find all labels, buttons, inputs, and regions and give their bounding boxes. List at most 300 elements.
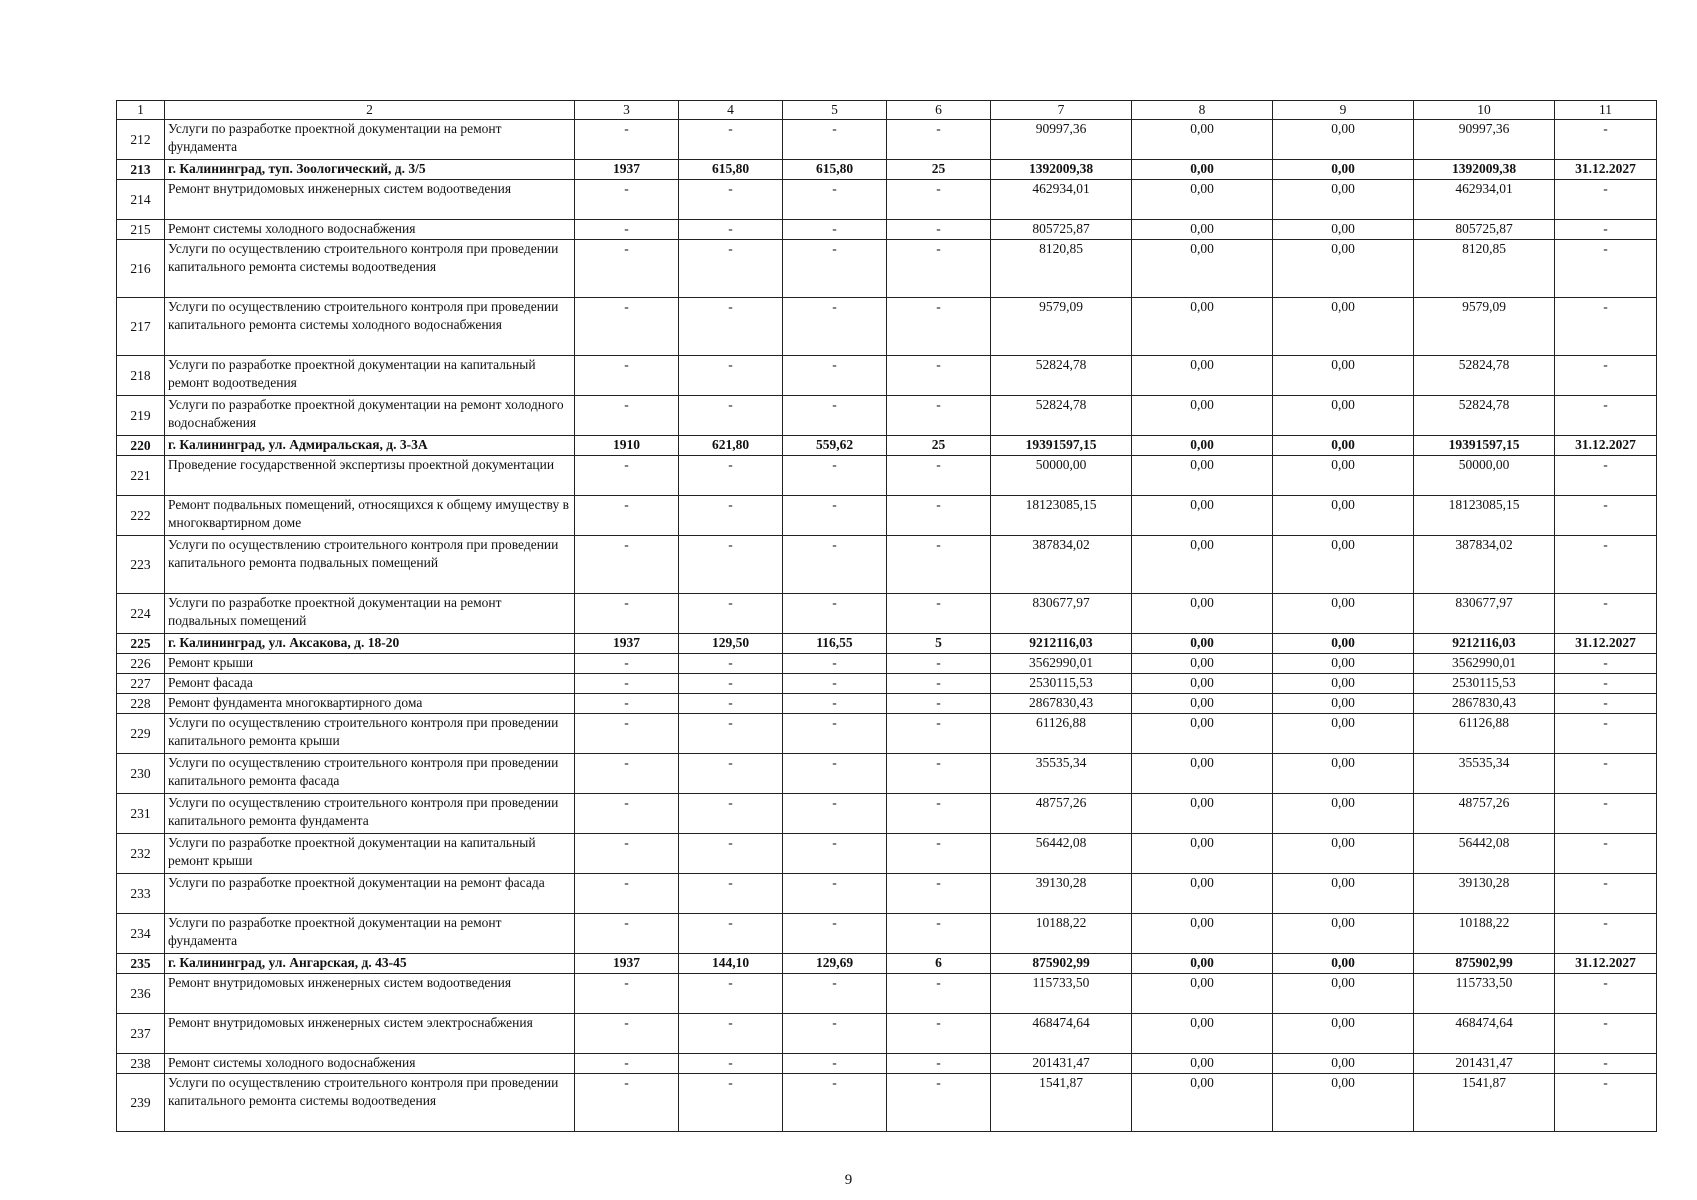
area-total-cell: - (679, 120, 783, 160)
year-cell: - (575, 240, 679, 298)
area-living-cell: - (783, 240, 887, 298)
deadline-cell: - (1555, 1054, 1657, 1074)
year-cell: 1937 (575, 954, 679, 974)
fund-2-cell: 0,00 (1273, 240, 1414, 298)
deadline-cell: - (1555, 456, 1657, 496)
fund-2-cell: 0,00 (1273, 356, 1414, 396)
total-cost-cell: 56442,08 (991, 834, 1132, 874)
residents-cell: 6 (887, 954, 991, 974)
year-cell: - (575, 120, 679, 160)
fund-2-cell: 0,00 (1273, 874, 1414, 914)
description-cell: Услуги по осуществлению строительного контроля при проведении капитального ремонта крыши (165, 714, 575, 754)
total-cost-cell: 201431,47 (991, 1054, 1132, 1074)
year-cell: - (575, 974, 679, 1014)
fund-1-cell: 0,00 (1132, 220, 1273, 240)
area-total-cell: - (679, 794, 783, 834)
header-cell: 10 (1414, 101, 1555, 120)
area-living-cell: 559,62 (783, 436, 887, 456)
year-cell: - (575, 180, 679, 220)
row-number-cell: 228 (117, 694, 165, 714)
area-total-cell: - (679, 220, 783, 240)
area-total-cell: - (679, 180, 783, 220)
year-cell: - (575, 694, 679, 714)
fund-1-cell: 0,00 (1132, 536, 1273, 594)
area-living-cell: 129,69 (783, 954, 887, 974)
table-row (117, 754, 1657, 794)
column-number-header (117, 101, 1657, 120)
area-living-cell: - (783, 694, 887, 714)
fund-1-cell: 0,00 (1132, 396, 1273, 436)
description-cell: Услуги по осуществлению строительного контроля при проведении капитального ремонта системы водоотведения (165, 240, 575, 298)
area-total-cell: - (679, 674, 783, 694)
year-cell: - (575, 714, 679, 754)
description-cell: Проведение государственной экспертизы проектной документации (165, 456, 575, 496)
description-cell: Услуги по осуществлению строительного контроля при проведении капитального ремонта фасада (165, 754, 575, 794)
total-cost-cell: 805725,87 (991, 220, 1132, 240)
area-total-cell: - (679, 694, 783, 714)
year-cell: 1910 (575, 436, 679, 456)
year-cell: - (575, 594, 679, 634)
deadline-cell: - (1555, 180, 1657, 220)
total-cost-cell: 18123085,15 (991, 496, 1132, 536)
fund-3-cell: 56442,08 (1414, 834, 1555, 874)
description-cell: Ремонт внутридомовых инженерных систем водоотведения (165, 974, 575, 1014)
fund-2-cell: 0,00 (1273, 1074, 1414, 1132)
description-cell: Ремонт фундамента многоквартирного дома (165, 694, 575, 714)
fund-1-cell: 0,00 (1132, 974, 1273, 1014)
area-total-cell: - (679, 1074, 783, 1132)
deadline-cell: - (1555, 1014, 1657, 1054)
fund-1-cell: 0,00 (1132, 654, 1273, 674)
description-cell: Ремонт системы холодного водоснабжения (165, 220, 575, 240)
fund-1-cell: 0,00 (1132, 674, 1273, 694)
table-row (117, 694, 1657, 714)
fund-2-cell: 0,00 (1273, 180, 1414, 220)
total-cost-cell: 9212116,03 (991, 634, 1132, 654)
table-row (117, 220, 1657, 240)
fund-2-cell: 0,00 (1273, 954, 1414, 974)
total-cost-cell: 468474,64 (991, 1014, 1132, 1054)
year-cell: - (575, 914, 679, 954)
year-cell: - (575, 220, 679, 240)
deadline-cell: - (1555, 396, 1657, 436)
total-cost-cell: 1541,87 (991, 1074, 1132, 1132)
fund-3-cell: 805725,87 (1414, 220, 1555, 240)
area-living-cell: - (783, 180, 887, 220)
area-total-cell: - (679, 396, 783, 436)
deadline-cell: - (1555, 240, 1657, 298)
total-cost-cell: 2530115,53 (991, 674, 1132, 694)
header-cell: 4 (679, 101, 783, 120)
fund-1-cell: 0,00 (1132, 714, 1273, 754)
table-row (117, 1014, 1657, 1054)
row-number-cell: 218 (117, 356, 165, 396)
residents-cell: - (887, 794, 991, 834)
residents-cell: - (887, 1054, 991, 1074)
row-number-cell: 214 (117, 180, 165, 220)
area-living-cell: 116,55 (783, 634, 887, 654)
fund-1-cell: 0,00 (1132, 634, 1273, 654)
area-living-cell: - (783, 1054, 887, 1074)
fund-2-cell: 0,00 (1273, 714, 1414, 754)
fund-2-cell: 0,00 (1273, 834, 1414, 874)
deadline-cell: - (1555, 834, 1657, 874)
fund-1-cell: 0,00 (1132, 160, 1273, 180)
table-row (117, 674, 1657, 694)
fund-3-cell: 468474,64 (1414, 1014, 1555, 1054)
header-cell: 9 (1273, 101, 1414, 120)
table-row (117, 914, 1657, 954)
row-number-cell: 237 (117, 1014, 165, 1054)
area-living-cell: - (783, 396, 887, 436)
total-cost-cell: 35535,34 (991, 754, 1132, 794)
table-row (117, 1074, 1657, 1132)
fund-2-cell: 0,00 (1273, 456, 1414, 496)
fund-3-cell: 1392009,38 (1414, 160, 1555, 180)
deadline-cell: - (1555, 356, 1657, 396)
deadline-cell: 31.12.2027 (1555, 160, 1657, 180)
deadline-cell: - (1555, 914, 1657, 954)
table-row (117, 396, 1657, 436)
residents-cell: - (887, 914, 991, 954)
residents-cell: - (887, 1074, 991, 1132)
description-cell: Ремонт подвальных помещений, относящихся к общему имуществу в многоквартирном доме (165, 496, 575, 536)
row-number-cell: 235 (117, 954, 165, 974)
deadline-cell: - (1555, 674, 1657, 694)
residents-cell: - (887, 674, 991, 694)
row-number-cell: 233 (117, 874, 165, 914)
fund-3-cell: 61126,88 (1414, 714, 1555, 754)
table-row (117, 298, 1657, 356)
year-cell: - (575, 674, 679, 694)
table-row (117, 456, 1657, 496)
residents-cell: - (887, 594, 991, 634)
residents-cell: - (887, 220, 991, 240)
total-cost-cell: 90997,36 (991, 120, 1132, 160)
fund-1-cell: 0,00 (1132, 436, 1273, 456)
table-row (117, 654, 1657, 674)
header-cell: 1 (117, 101, 165, 120)
fund-2-cell: 0,00 (1273, 160, 1414, 180)
area-living-cell: - (783, 834, 887, 874)
fund-3-cell: 90997,36 (1414, 120, 1555, 160)
fund-3-cell: 50000,00 (1414, 456, 1555, 496)
row-number-cell: 215 (117, 220, 165, 240)
fund-3-cell: 35535,34 (1414, 754, 1555, 794)
table-row (117, 874, 1657, 914)
description-cell: Ремонт крыши (165, 654, 575, 674)
row-number-cell: 217 (117, 298, 165, 356)
row-number-cell: 239 (117, 1074, 165, 1132)
deadline-cell: 31.12.2027 (1555, 634, 1657, 654)
area-total-cell: 621,80 (679, 436, 783, 456)
residents-cell: - (887, 654, 991, 674)
total-cost-cell: 9579,09 (991, 298, 1132, 356)
total-cost-cell: 115733,50 (991, 974, 1132, 1014)
fund-2-cell: 0,00 (1273, 794, 1414, 834)
residents-cell: - (887, 714, 991, 754)
deadline-cell: - (1555, 754, 1657, 794)
table-row (117, 356, 1657, 396)
table-row (117, 594, 1657, 634)
fund-2-cell: 0,00 (1273, 120, 1414, 160)
fund-2-cell: 0,00 (1273, 496, 1414, 536)
fund-3-cell: 52824,78 (1414, 396, 1555, 436)
total-cost-cell: 50000,00 (991, 456, 1132, 496)
description-cell: Услуги по разработке проектной документации на капитальный ремонт крыши (165, 834, 575, 874)
residents-cell: 5 (887, 634, 991, 654)
area-living-cell: - (783, 654, 887, 674)
row-number-cell: 219 (117, 396, 165, 436)
deadline-cell: - (1555, 874, 1657, 914)
total-cost-cell: 10188,22 (991, 914, 1132, 954)
deadline-cell: - (1555, 794, 1657, 834)
fund-3-cell: 8120,85 (1414, 240, 1555, 298)
area-living-cell: - (783, 536, 887, 594)
residents-cell: - (887, 120, 991, 160)
total-cost-cell: 52824,78 (991, 396, 1132, 436)
row-number-cell: 216 (117, 240, 165, 298)
fund-3-cell: 115733,50 (1414, 974, 1555, 1014)
fund-2-cell: 0,00 (1273, 674, 1414, 694)
area-living-cell: - (783, 754, 887, 794)
description-cell: Услуги по осуществлению строительного контроля при проведении капитального ремонта системы водоотведения (165, 1074, 575, 1132)
area-living-cell: - (783, 594, 887, 634)
description-cell: г. Калининград, ул. Аксакова, д. 18-20 (165, 634, 575, 654)
area-total-cell: - (679, 298, 783, 356)
fund-1-cell: 0,00 (1132, 954, 1273, 974)
fund-1-cell: 0,00 (1132, 1054, 1273, 1074)
deadline-cell: - (1555, 594, 1657, 634)
total-cost-cell: 3562990,01 (991, 654, 1132, 674)
residents-cell: - (887, 396, 991, 436)
area-living-cell: - (783, 714, 887, 754)
deadline-cell: - (1555, 496, 1657, 536)
deadline-cell: - (1555, 1074, 1657, 1132)
fund-3-cell: 2530115,53 (1414, 674, 1555, 694)
fund-3-cell: 2867830,43 (1414, 694, 1555, 714)
total-cost-cell: 2867830,43 (991, 694, 1132, 714)
row-number-cell: 223 (117, 536, 165, 594)
area-living-cell: - (783, 356, 887, 396)
table-body (117, 101, 1657, 1132)
fund-2-cell: 0,00 (1273, 654, 1414, 674)
fund-2-cell: 0,00 (1273, 914, 1414, 954)
description-cell: Услуги по разработке проектной документации на ремонт подвальных помещений (165, 594, 575, 634)
total-cost-cell: 8120,85 (991, 240, 1132, 298)
deadline-cell: - (1555, 120, 1657, 160)
fund-3-cell: 9579,09 (1414, 298, 1555, 356)
row-number-cell: 236 (117, 974, 165, 1014)
table-row (117, 794, 1657, 834)
total-cost-cell: 61126,88 (991, 714, 1132, 754)
row-number-cell: 226 (117, 654, 165, 674)
year-cell: - (575, 834, 679, 874)
table-row (117, 1054, 1657, 1074)
area-living-cell: - (783, 874, 887, 914)
header-cell: 8 (1132, 101, 1273, 120)
page-number: 9 (844, 1172, 853, 1188)
fund-2-cell: 0,00 (1273, 694, 1414, 714)
fund-2-cell: 0,00 (1273, 396, 1414, 436)
fund-1-cell: 0,00 (1132, 1014, 1273, 1054)
total-cost-cell: 830677,97 (991, 594, 1132, 634)
area-total-cell: - (679, 974, 783, 1014)
residents-cell: - (887, 834, 991, 874)
table-row (117, 240, 1657, 298)
fund-2-cell: 0,00 (1273, 1014, 1414, 1054)
area-total-cell: - (679, 654, 783, 674)
fund-1-cell: 0,00 (1132, 754, 1273, 794)
row-number-cell: 227 (117, 674, 165, 694)
area-total-cell: - (679, 1014, 783, 1054)
area-total-cell: - (679, 594, 783, 634)
row-number-cell: 220 (117, 436, 165, 456)
fund-2-cell: 0,00 (1273, 974, 1414, 1014)
fund-2-cell: 0,00 (1273, 220, 1414, 240)
fund-3-cell: 1541,87 (1414, 1074, 1555, 1132)
area-living-cell: - (783, 496, 887, 536)
description-cell: Услуги по разработке проектной документации на капитальный ремонт водоотведения (165, 356, 575, 396)
description-cell: Ремонт системы холодного водоснабжения (165, 1054, 575, 1074)
area-living-cell: - (783, 914, 887, 954)
fund-3-cell: 830677,97 (1414, 594, 1555, 634)
description-cell: Услуги по осуществлению строительного контроля при проведении капитального ремонта системы холодного водоснабжения (165, 298, 575, 356)
fund-2-cell: 0,00 (1273, 1054, 1414, 1074)
total-cost-cell: 1392009,38 (991, 160, 1132, 180)
fund-1-cell: 0,00 (1132, 914, 1273, 954)
description-cell: Ремонт внутридомовых инженерных систем водоотведения (165, 180, 575, 220)
description-cell: Услуги по осуществлению строительного контроля при проведении капитального ремонта подвальных помещений (165, 536, 575, 594)
year-cell: - (575, 1014, 679, 1054)
area-total-cell: 615,80 (679, 160, 783, 180)
deadline-cell: - (1555, 298, 1657, 356)
fund-1-cell: 0,00 (1132, 180, 1273, 220)
total-cost-cell: 39130,28 (991, 874, 1132, 914)
area-living-cell: - (783, 794, 887, 834)
year-cell: - (575, 1074, 679, 1132)
row-number-cell: 224 (117, 594, 165, 634)
residents-cell: - (887, 694, 991, 714)
fund-3-cell: 875902,99 (1414, 954, 1555, 974)
fund-2-cell: 0,00 (1273, 754, 1414, 794)
year-cell: 1937 (575, 634, 679, 654)
table-row (117, 974, 1657, 1014)
year-cell: - (575, 754, 679, 794)
row-number-cell: 229 (117, 714, 165, 754)
year-cell: - (575, 298, 679, 356)
area-total-cell: - (679, 496, 783, 536)
table-row (117, 834, 1657, 874)
row-number-cell: 212 (117, 120, 165, 160)
fund-1-cell: 0,00 (1132, 1074, 1273, 1132)
deadline-cell: 31.12.2027 (1555, 954, 1657, 974)
fund-1-cell: 0,00 (1132, 456, 1273, 496)
row-number-cell: 213 (117, 160, 165, 180)
fund-3-cell: 3562990,01 (1414, 654, 1555, 674)
area-living-cell: - (783, 1014, 887, 1054)
description-cell: Услуги по осуществлению строительного контроля при проведении капитального ремонта фундамента (165, 794, 575, 834)
row-number-cell: 231 (117, 794, 165, 834)
area-living-cell: - (783, 1074, 887, 1132)
area-total-cell: - (679, 714, 783, 754)
deadline-cell: - (1555, 974, 1657, 1014)
year-cell: 1937 (575, 160, 679, 180)
deadline-cell: - (1555, 220, 1657, 240)
fund-1-cell: 0,00 (1132, 834, 1273, 874)
year-cell: - (575, 396, 679, 436)
fund-2-cell: 0,00 (1273, 436, 1414, 456)
deadline-cell: - (1555, 654, 1657, 674)
description-cell: Ремонт внутридомовых инженерных систем электроснабжения (165, 1014, 575, 1054)
header-cell: 5 (783, 101, 887, 120)
fund-1-cell: 0,00 (1132, 240, 1273, 298)
deadline-cell: 31.12.2027 (1555, 436, 1657, 456)
total-cost-cell: 52824,78 (991, 356, 1132, 396)
fund-3-cell: 9212116,03 (1414, 634, 1555, 654)
area-total-cell: - (679, 456, 783, 496)
area-total-cell: - (679, 1054, 783, 1074)
fund-3-cell: 52824,78 (1414, 356, 1555, 396)
table-row (117, 180, 1657, 220)
area-total-cell: - (679, 874, 783, 914)
total-cost-cell: 462934,01 (991, 180, 1132, 220)
fund-1-cell: 0,00 (1132, 874, 1273, 914)
table-row (117, 536, 1657, 594)
area-living-cell: - (783, 120, 887, 160)
table-row (117, 714, 1657, 754)
area-living-cell: 615,80 (783, 160, 887, 180)
fund-2-cell: 0,00 (1273, 298, 1414, 356)
row-number-cell: 232 (117, 834, 165, 874)
residents-cell: - (887, 496, 991, 536)
fund-3-cell: 387834,02 (1414, 536, 1555, 594)
year-cell: - (575, 794, 679, 834)
residents-cell: - (887, 874, 991, 914)
residents-cell: 25 (887, 436, 991, 456)
fund-1-cell: 0,00 (1132, 794, 1273, 834)
area-total-cell: - (679, 754, 783, 794)
fund-2-cell: 0,00 (1273, 594, 1414, 634)
row-number-cell: 238 (117, 1054, 165, 1074)
description-cell: Услуги по разработке проектной документации на ремонт фундамента (165, 914, 575, 954)
fund-1-cell: 0,00 (1132, 694, 1273, 714)
year-cell: - (575, 654, 679, 674)
area-total-cell: 144,10 (679, 954, 783, 974)
total-cost-cell: 19391597,15 (991, 436, 1132, 456)
header-cell: 11 (1555, 101, 1657, 120)
fund-1-cell: 0,00 (1132, 496, 1273, 536)
area-living-cell: - (783, 220, 887, 240)
row-number-cell: 221 (117, 456, 165, 496)
fund-3-cell: 19391597,15 (1414, 436, 1555, 456)
row-number-cell: 225 (117, 634, 165, 654)
total-cost-cell: 48757,26 (991, 794, 1132, 834)
deadline-cell: - (1555, 536, 1657, 594)
fund-2-cell: 0,00 (1273, 536, 1414, 594)
fund-1-cell: 0,00 (1132, 356, 1273, 396)
year-cell: - (575, 496, 679, 536)
fund-1-cell: 0,00 (1132, 120, 1273, 160)
residents-cell: - (887, 754, 991, 794)
description-cell: Ремонт фасада (165, 674, 575, 694)
fund-3-cell: 18123085,15 (1414, 496, 1555, 536)
area-total-cell: - (679, 356, 783, 396)
fund-1-cell: 0,00 (1132, 594, 1273, 634)
capital-repair-table (116, 100, 1657, 1132)
table-row (117, 120, 1657, 160)
table-row (117, 634, 1657, 654)
